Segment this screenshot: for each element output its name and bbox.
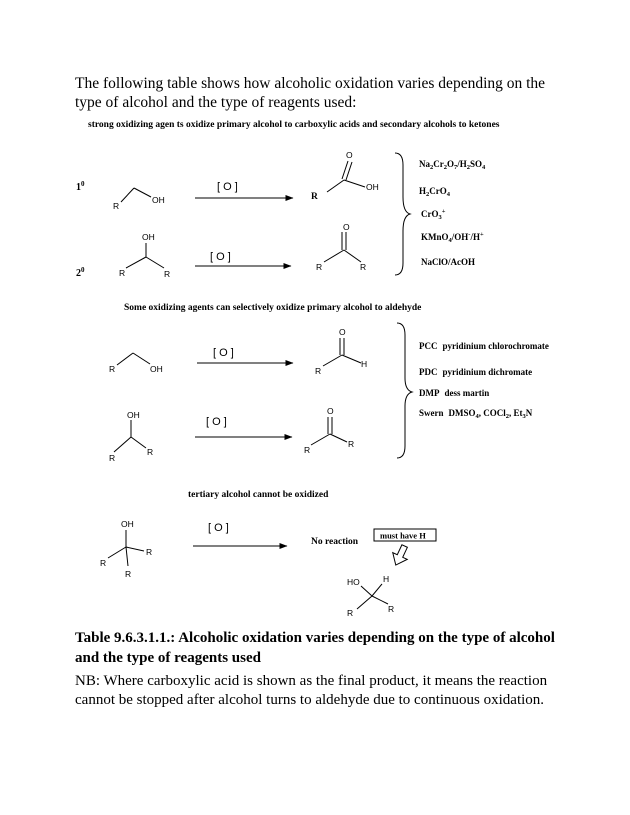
secondary-alcohol-structure (126, 243, 164, 268)
reagent-chromium-trioxide: CrO$_3$+ (421, 208, 446, 221)
tertiary-alcohol-structure (108, 530, 144, 566)
reagent-brace (395, 153, 410, 275)
atom-oh: OH (142, 232, 155, 242)
atom-r: R (119, 268, 126, 278)
atom-r: R (316, 262, 323, 272)
aldehyde-structure (323, 338, 361, 366)
atom-o: O (339, 327, 346, 337)
atom-o: O (346, 150, 353, 160)
primary-alcohol-structure (117, 353, 150, 365)
atom-r: R (100, 558, 107, 568)
oxidant-label: [ O ] (217, 181, 238, 193)
table-caption: Table 9.6.3.1.1.: Alcoholic oxidation varies depending on the type of alcohol and the type of reagents used (75, 630, 555, 666)
secondary-alcohol-structure (114, 420, 146, 452)
atom-r: R (315, 366, 322, 376)
ketone-structure (311, 417, 347, 445)
secondary-alcohol-with-h-structure (357, 584, 388, 609)
atom-r: R (347, 608, 354, 618)
atom-r: R (348, 439, 355, 449)
atom-oh: OH (152, 195, 165, 205)
atom-r: R (113, 201, 120, 211)
atom-r: R (388, 604, 395, 614)
atom-r: R (311, 192, 318, 202)
reagent-dmp: DMP dess martin (419, 388, 490, 398)
atom-r: R (147, 447, 154, 457)
atom-oh: OH (121, 519, 134, 529)
atom-h: H (361, 359, 368, 369)
atom-ho: HO (347, 577, 360, 587)
primary-label: $1^0$ (76, 180, 85, 193)
reagent-hypochlorite: NaClO/AcOH (421, 257, 475, 267)
no-reaction-label: No reaction (311, 537, 359, 547)
reagent-pdc: PDC pyridinium dichromate (419, 367, 533, 377)
reagent-swern: Swern $DMSO_4$, COCl$_2$, $Et_3N$ (419, 408, 533, 420)
must-have-h-label: must have H (380, 530, 426, 541)
oxidant-label: [ O ] (213, 347, 234, 359)
atom-r: R (109, 453, 116, 463)
reagent-dichromate: $Na_2Cr_2O_7/H_2SO_4$ (419, 159, 486, 171)
section3-heading: tertiary alcohol cannot be oxidized (188, 490, 329, 500)
oxidant-label: [ O ] (208, 522, 229, 534)
atom-oh: OH (366, 182, 379, 192)
reagent-chromic-acid: $H_2CrO_4$ (419, 186, 451, 198)
carboxylic-acid-structure (327, 161, 365, 192)
atom-h: H (383, 574, 390, 584)
atom-oh: OH (150, 364, 163, 374)
note-paragraph: NB: Where carboxylic acid is shown as the final product, it means the reaction cannot be stopped after alcohol turns to aldehyde due to continuous oxidation. (75, 673, 548, 708)
atom-r: R (109, 364, 116, 374)
primary-alcohol-structure (121, 188, 151, 202)
section2-heading: Some oxidizing agents can selectively oxidize primary alcohol to aldehyde (124, 303, 422, 313)
ketone-structure (324, 232, 361, 262)
atom-o: O (327, 406, 334, 416)
oxidant-label: [ O ] (206, 416, 227, 428)
reagent-permanganate: KMnO$_4$/OH-/H+ (421, 231, 484, 244)
atom-r: R (146, 547, 153, 557)
section1-heading: strong oxidizing agen ts oxidize primary alcohol to carboxylic acids and secondary alcohols to ketones (88, 120, 500, 130)
atom-r: R (125, 569, 132, 579)
reagent-pcc: PCC pyridinium chlorochromate (419, 341, 549, 351)
reagent-brace (397, 323, 412, 458)
intro-paragraph: The following table shows how alcoholic oxidation varies depending on the type of alcohol and the type of reagents used: (75, 75, 546, 111)
secondary-label: $2^0$ (76, 266, 85, 279)
hollow-down-arrow-icon (389, 543, 412, 569)
atom-o: O (343, 222, 350, 232)
atom-r: R (304, 445, 311, 455)
atom-r: R (164, 269, 171, 279)
atom-oh: OH (127, 410, 140, 420)
oxidant-label: [ O ] (210, 251, 231, 263)
atom-r: R (360, 262, 367, 272)
